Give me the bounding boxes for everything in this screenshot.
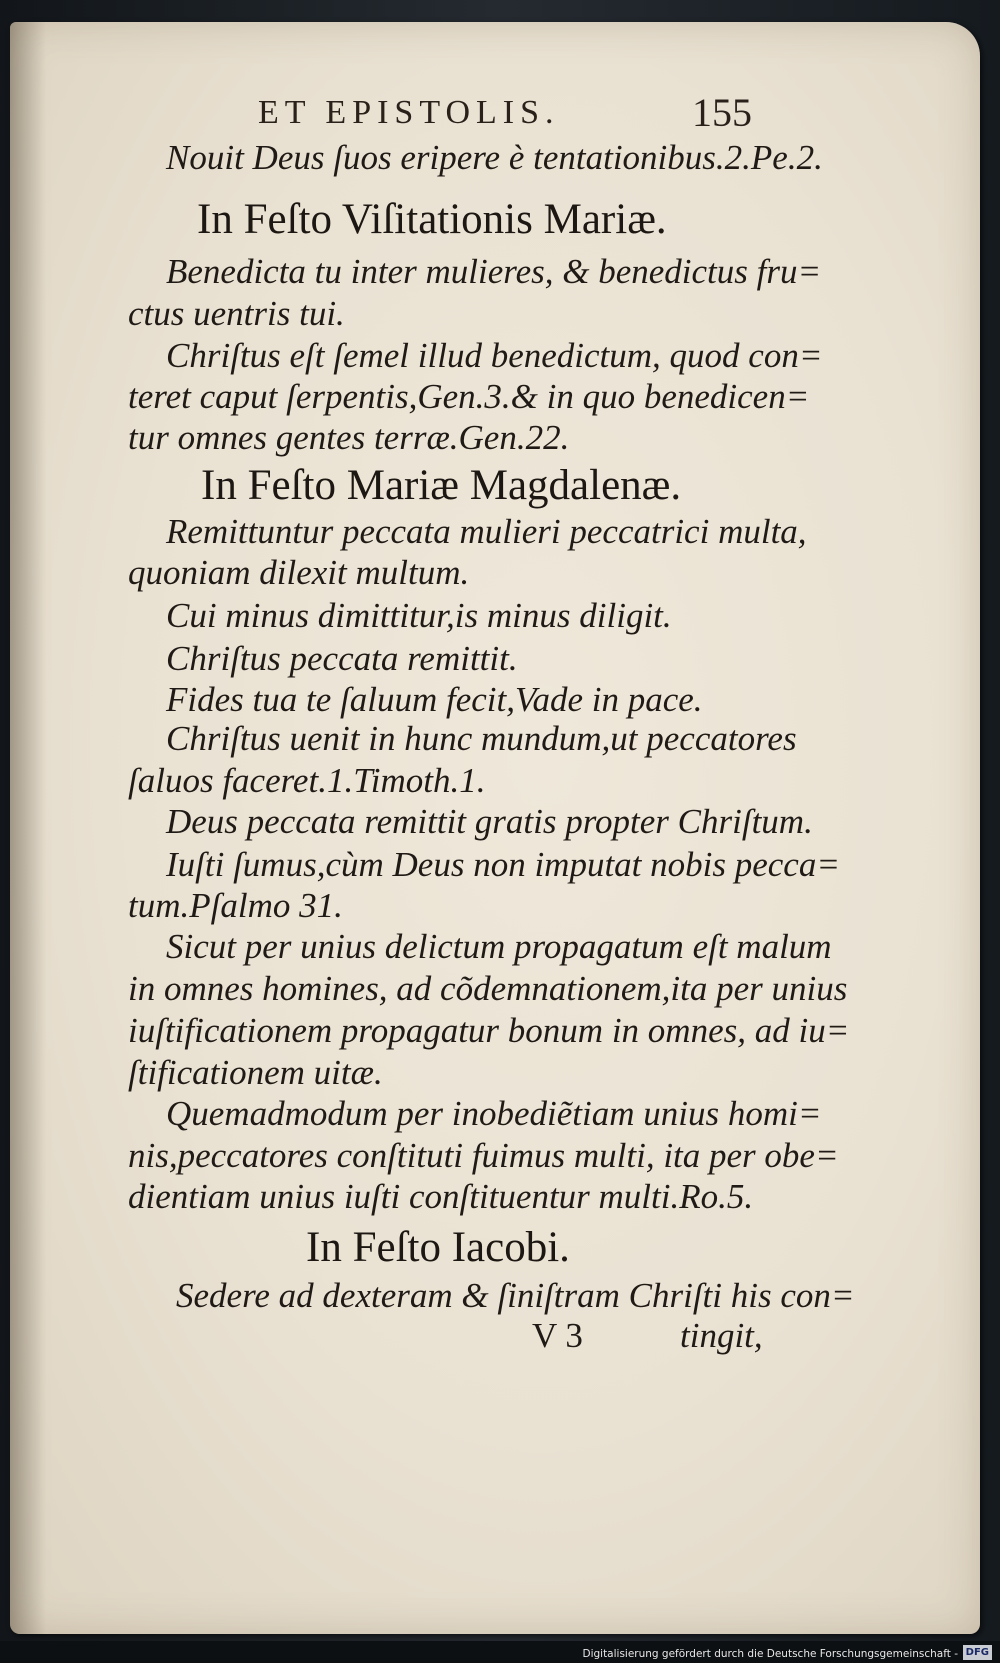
- running-head: ET EPISTOLIS.: [258, 94, 560, 131]
- text-line: Deus peccata remittit gratis propter Chriſtum.: [166, 802, 813, 841]
- text-line: Fides tua te ſaluum fecit,Vade in pace.: [166, 680, 703, 719]
- signature-mark: V 3: [532, 1316, 583, 1355]
- text-line: tum.Pſalmo 31.: [128, 886, 343, 925]
- gutter-shadow: [10, 22, 46, 1634]
- text-line: Sedere ad dexteram & ſiniſtram Chriſti his con=: [176, 1276, 855, 1315]
- section-heading: In Feſto Mariæ Magdalenæ.: [201, 462, 682, 509]
- text-line: Quemadmodum per inobediẽtiam unius homi=: [166, 1094, 822, 1133]
- text-line: Sicut per unius delictum propagatum eſt malum: [166, 927, 832, 966]
- text-line: Remittuntur peccata mulieri peccatrici multa,: [166, 512, 807, 551]
- text-line: Benedicta tu inter mulieres, & benedictus fru=: [166, 252, 822, 291]
- text-line: Chriſtus uenit in hunc mundum,ut peccatores: [166, 719, 797, 758]
- text-line: nis,peccatores conſtituti fuimus multi, ita per obe=: [128, 1136, 839, 1175]
- catchword: tingit,: [680, 1316, 763, 1355]
- text-line: ctus uentris tui.: [128, 294, 345, 333]
- text-line: Cui minus dimittitur,is minus diligit.: [166, 596, 672, 635]
- footer-credit: Digitalisierung gefördert durch die Deutsche Forschungsgemeinschaft -: [582, 1648, 958, 1660]
- text-line: iuſtificationem propagatur bonum in omnes, ad iu=: [128, 1011, 850, 1050]
- text-line: teret caput ſerpentis,Gen.3.& in quo benedicen=: [128, 377, 810, 416]
- text-line: Nouit Deus ſuos eripere è tentationibus.2.Pe.2.: [166, 138, 823, 177]
- text-line: ſtificationem uitæ.: [128, 1053, 383, 1092]
- text-line: tur omnes gentes terræ.Gen.22.: [128, 418, 570, 457]
- text-line: Chriſtus eſt ſemel illud benedictum, quod con=: [166, 336, 823, 375]
- section-heading: In Feſto Viſitationis Mariæ.: [197, 196, 667, 243]
- text-line: in omnes homines, ad cõdemnationem,ita per unius: [128, 969, 848, 1008]
- text-line: Iuſti ſumus,cùm Deus non imputat nobis pecca=: [166, 845, 840, 884]
- text-line: quoniam dilexit multum.: [128, 553, 470, 592]
- page-number: 155: [692, 90, 752, 135]
- text-line: Chriſtus peccata remittit.: [166, 639, 518, 678]
- dfg-logo: DFG: [963, 1645, 992, 1660]
- section-heading: In Feſto Iacobi.: [306, 1224, 570, 1271]
- text-line: ſaluos faceret.1.Timoth.1.: [128, 761, 486, 800]
- text-line: dientiam unius iuſti conſtituentur multi.Ro.5.: [128, 1177, 754, 1216]
